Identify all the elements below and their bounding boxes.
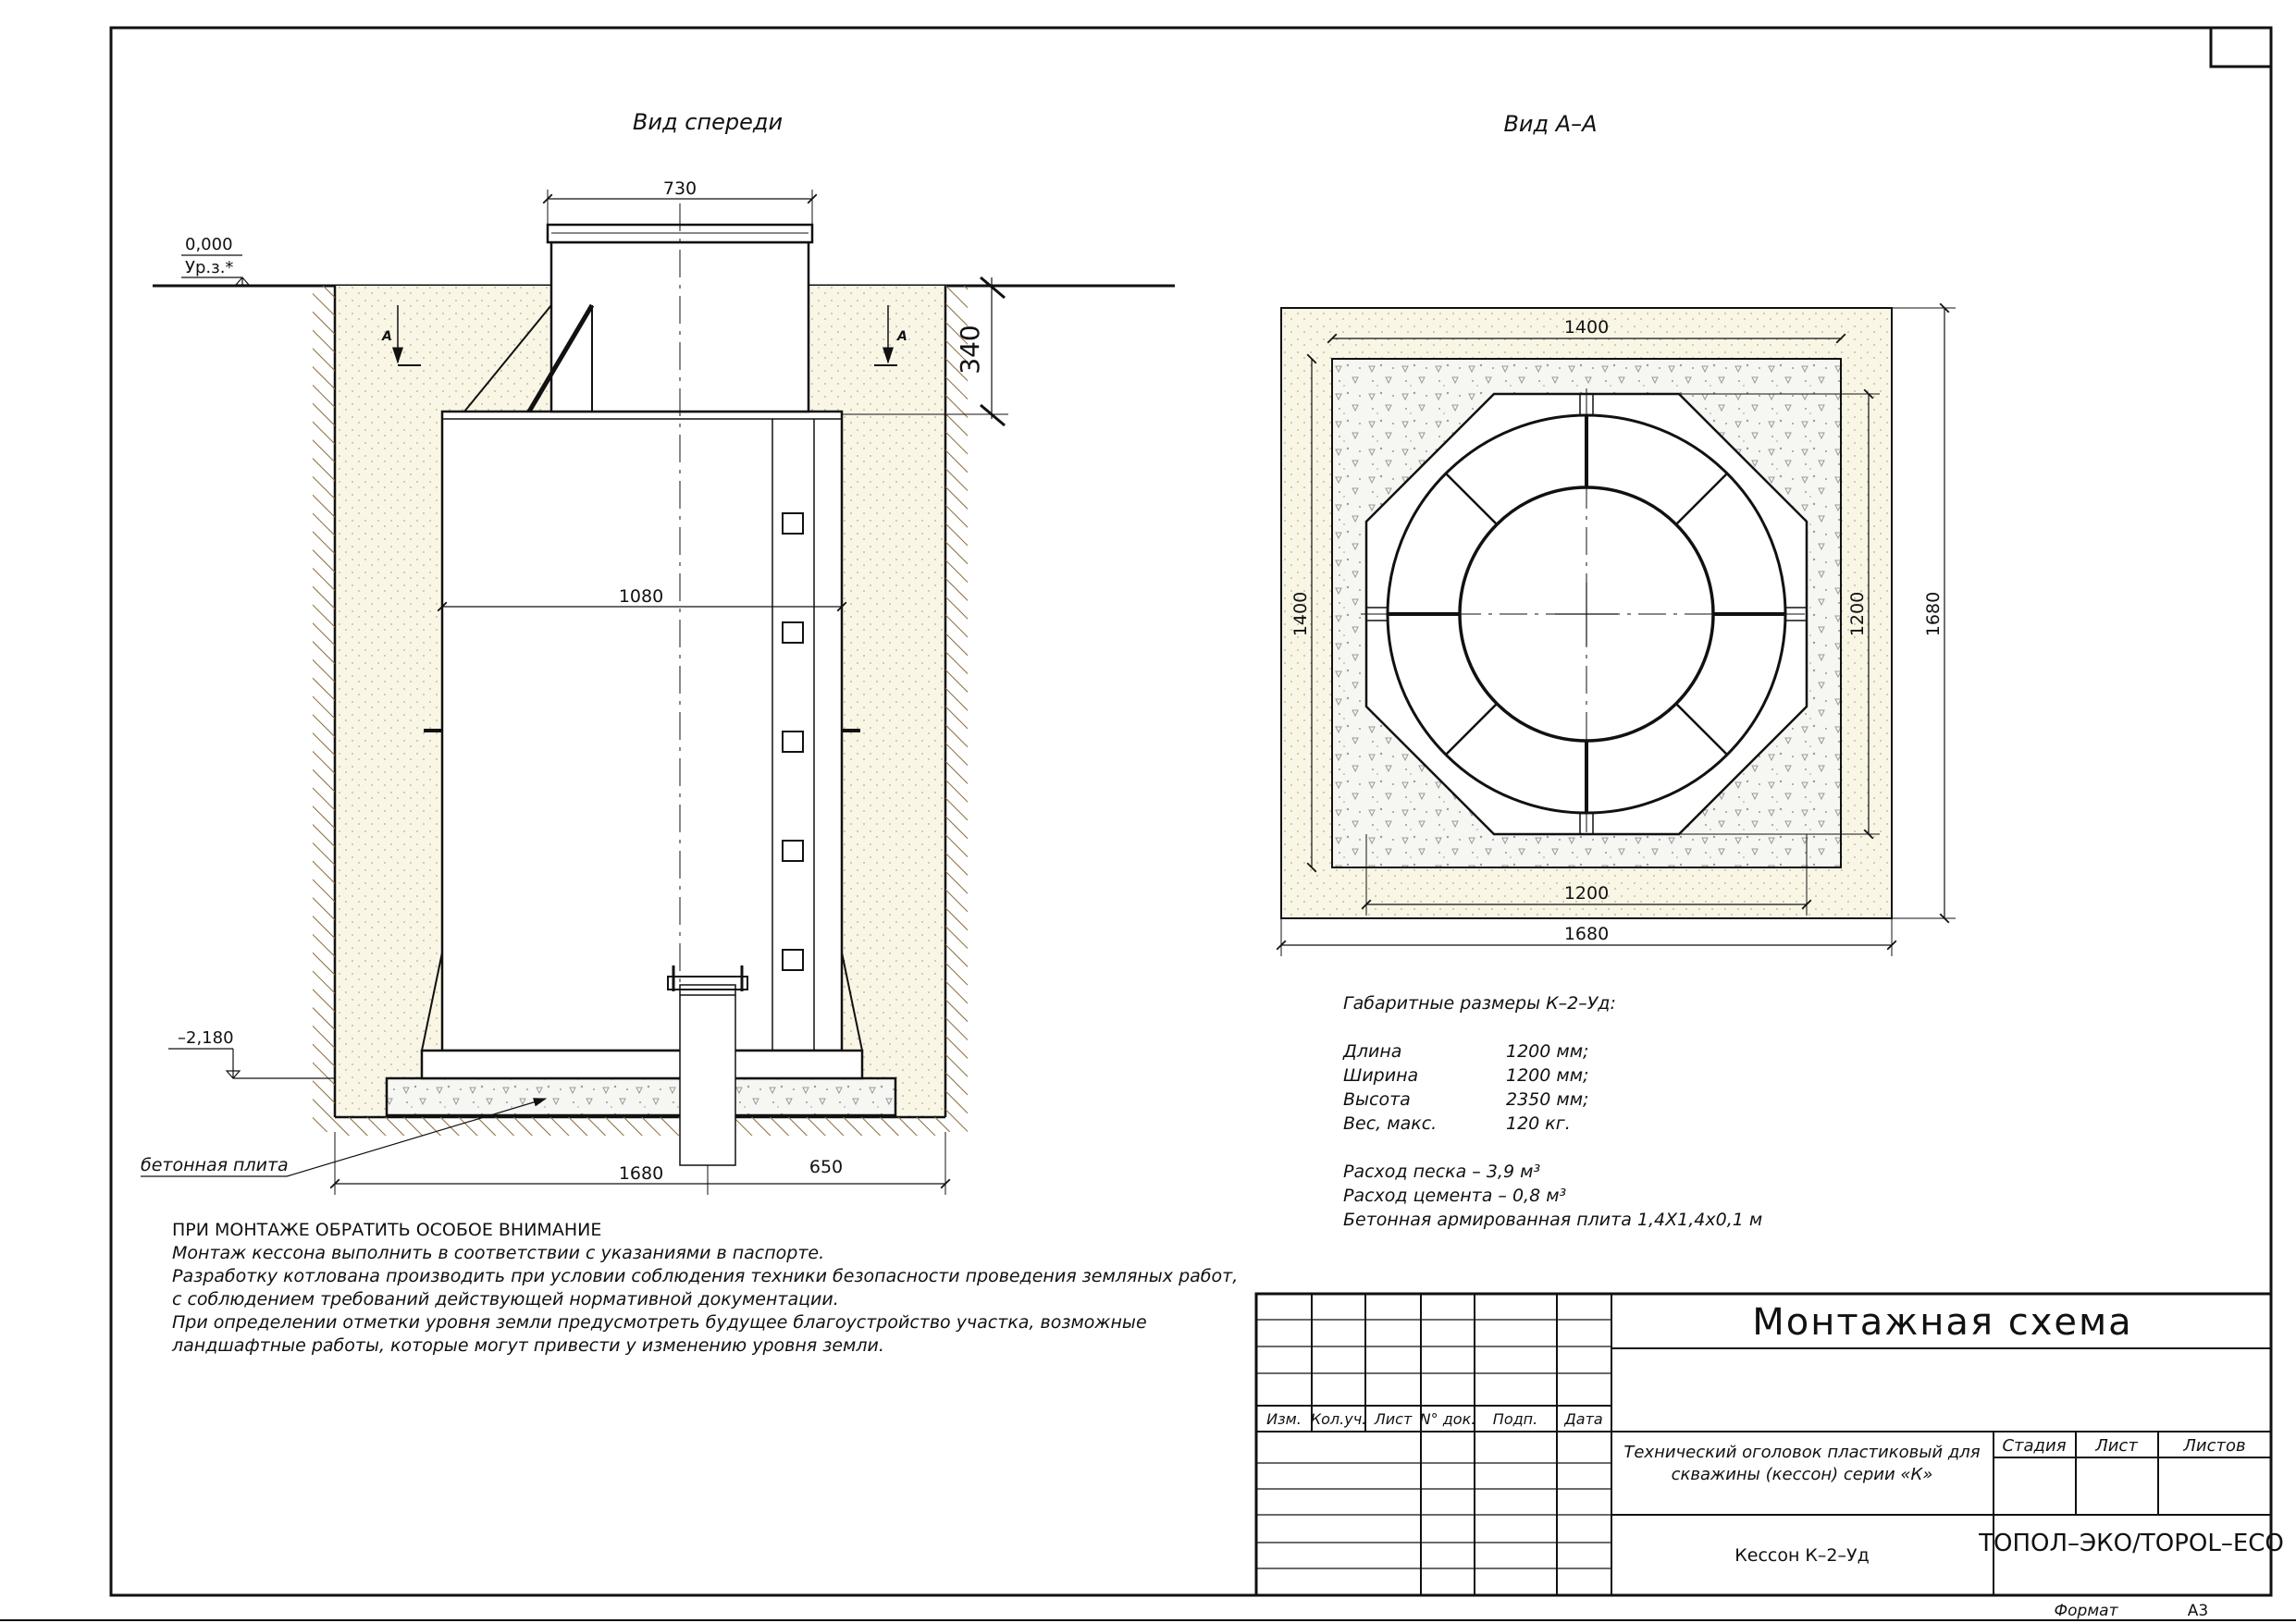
section-view-title: Вид А–А <box>1503 111 1598 137</box>
casing-pipe <box>680 985 735 1165</box>
section-marker-right: А <box>897 329 907 344</box>
dim-pit-width: 1680 <box>618 1163 664 1184</box>
section-marker-left: А <box>382 329 392 344</box>
format-value: А3 <box>2187 1602 2209 1620</box>
notes-heading: ПРИ МОНТАЖЕ ОБРАТИТЬ ОСОБОЕ ВНИМАНИЕ <box>172 1220 602 1240</box>
level-zero-label: Ур.з.* <box>185 258 234 277</box>
spec-row: Ширина 1200 мм; <box>1343 1065 1589 1086</box>
spec-row: Вес, макс. 120 кг. <box>1343 1113 1571 1134</box>
soil-hatch-left <box>313 286 335 1132</box>
level-bottom: –2,180 <box>178 1028 234 1048</box>
notes-line: ландшафтные работы, которые могут привести у изменению уровня земли. <box>172 1335 884 1356</box>
dim-neck: 340 <box>955 325 985 375</box>
section-dim-top: 1400 <box>1563 317 1610 338</box>
spec-row: Длина 1200 мм; <box>1343 1041 1589 1062</box>
slab-spec: Бетонная армированная плита 1,4Х1,4х0,1 м <box>1343 1210 1763 1230</box>
slab-callout: бетонная плита <box>141 1155 289 1175</box>
notes-line: с соблюдением требований действующей нормативной документации. <box>172 1289 839 1309</box>
notes-line: Монтаж кессона выполнить в соответствии с указаниями в паспорте. <box>172 1243 825 1263</box>
dim-top-width: 730 <box>662 178 697 199</box>
stamp-sheet: Лист <box>2095 1436 2138 1456</box>
stamp-stage: Стадия <box>2002 1436 2067 1456</box>
section-dim-bottom-inner: 1200 <box>1563 883 1610 904</box>
stamp-sheets: Листов <box>2183 1436 2246 1456</box>
concrete-slab <box>387 1078 895 1115</box>
stamp-col-list: Лист <box>1374 1410 1413 1428</box>
installation-notes <box>172 1219 1238 1358</box>
notes-line: При определении отметки уровня земли предусмотреть будущее благоустройство участка, возможные <box>172 1312 1147 1333</box>
stamp-product-line1: Технический оголовок пластиковый для <box>1623 1443 1981 1462</box>
soil-hatch-bottom <box>335 1117 945 1136</box>
soil-hatch-right <box>945 286 968 1132</box>
format-label: Формат <box>2054 1602 2118 1620</box>
caisson-base <box>422 1051 862 1078</box>
dim-offset: 650 <box>809 1157 844 1177</box>
stamp-col-sign: Подп. <box>1492 1410 1538 1428</box>
stamp-company: ТОПОЛ–ЭКО/TOPOL–ECO <box>1979 1530 2284 1557</box>
stamp-model: Кессон К–2–Уд <box>1734 1545 1870 1566</box>
sand-consumption: Расход песка – 3,9 м³ <box>1343 1162 1541 1182</box>
front-view-title: Вид спереди <box>632 109 784 135</box>
stamp-col-kol: Кол.уч. <box>1310 1410 1367 1428</box>
spec-row: Высота 2350 мм; <box>1343 1089 1589 1110</box>
notes-line: Разработку котлована производить при условии соблюдения техники безопасности проведения земляных работ, <box>172 1266 1239 1286</box>
overall-dimensions <box>1343 991 1762 1232</box>
level-zero: 0,000 <box>185 235 233 254</box>
stamp-col-date: Дата <box>1564 1410 1603 1428</box>
section-dim-left: 1400 <box>1290 591 1311 637</box>
corner-box <box>2211 28 2271 67</box>
specs-heading: Габаритные размеры К–2–Уд: <box>1343 993 1616 1014</box>
stamp-col-izm: Изм. <box>1266 1410 1302 1428</box>
section-dim-right-outer: 1680 <box>1923 591 1944 637</box>
stamp-product-line2: скважины (кессон) серии «К» <box>1671 1465 1933 1484</box>
stamp-title: Монтажная схема <box>1752 1301 2133 1344</box>
cement-consumption: Расход цемента – 0,8 м³ <box>1343 1186 1567 1206</box>
section-dim-right-inner: 1200 <box>1847 591 1868 637</box>
stamp-col-doc: N° док. <box>1419 1410 1476 1428</box>
section-dim-bottom-outer: 1680 <box>1563 924 1610 944</box>
dim-inner-width: 1080 <box>618 586 664 607</box>
